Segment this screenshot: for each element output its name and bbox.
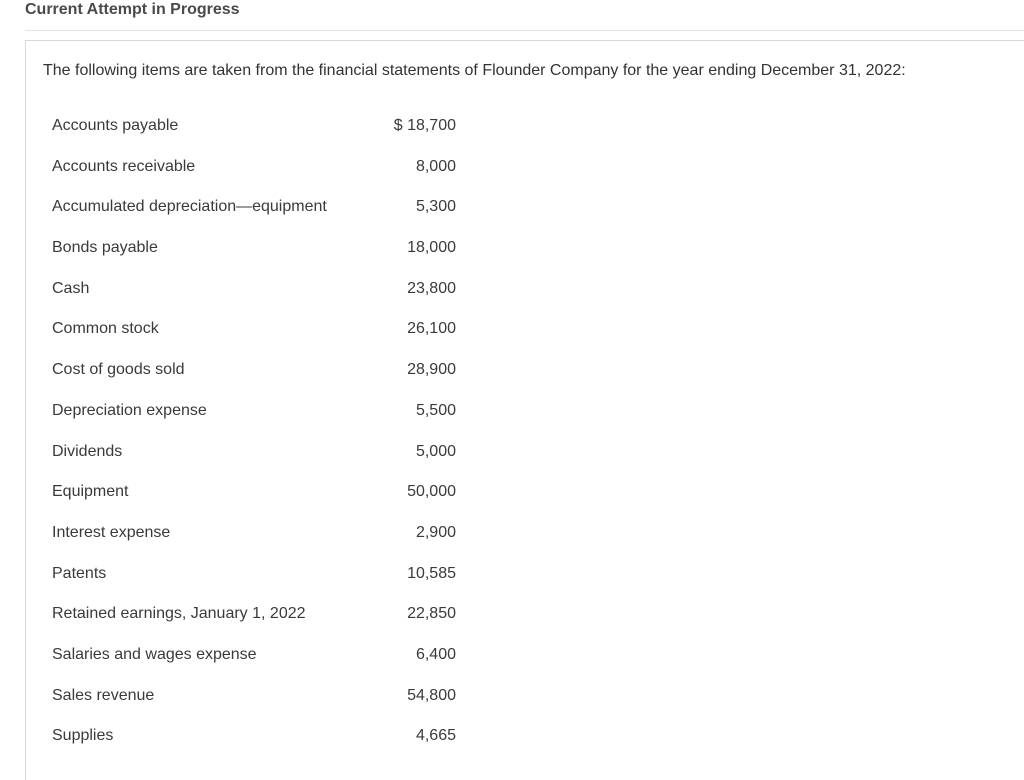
item-amount: 28,900: [407, 361, 456, 379]
financial-items-list: [52, 115, 456, 766]
item-amount: 6,400: [415, 645, 456, 663]
item-label: Patents: [52, 564, 107, 582]
item-amount: 26,100: [407, 320, 456, 338]
item-label: Common stock: [52, 320, 159, 338]
item-label: Sales revenue: [52, 686, 155, 704]
item-row: [52, 318, 456, 359]
item-label: Accounts payable: [52, 117, 179, 134]
item-amount: 5,300: [415, 198, 456, 216]
item-amount: 8,000: [415, 157, 456, 175]
item-amount: 54,800: [407, 686, 456, 704]
item-amount: 5,500: [415, 401, 456, 419]
item-row: [52, 725, 456, 766]
item-label: Dividends: [52, 442, 123, 460]
item-row: [52, 196, 456, 237]
item-amount: 22,850: [407, 605, 456, 623]
item-row: [52, 441, 456, 482]
item-label: Retained earnings, January 1, 2022: [52, 605, 306, 623]
item-label: Accounts receivable: [52, 157, 196, 175]
item-row: [52, 644, 456, 685]
item-row: [52, 359, 456, 400]
item-amount: $ 18,700: [393, 117, 456, 134]
item-row: [52, 156, 456, 197]
item-row: [52, 237, 456, 278]
item-label: Bonds payable: [52, 239, 158, 257]
question-intro: The following items are taken from the financial statements of Flounder Company for the year ending December 31, 2022:: [43, 62, 906, 79]
item-row: [52, 481, 456, 522]
item-row: [52, 115, 456, 156]
item-amount: 23,800: [407, 279, 456, 297]
item-label: Salaries and wages expense: [52, 645, 257, 663]
item-row: [52, 522, 456, 563]
item-amount: 18,000: [407, 239, 456, 257]
attempt-status-title: Current Attempt in Progress: [25, 1, 240, 18]
item-label: Interest expense: [52, 523, 171, 541]
item-amount: 50,000: [407, 483, 456, 501]
item-label: Depreciation expense: [52, 401, 207, 419]
item-label: Cash: [52, 279, 90, 297]
item-amount: 2,900: [415, 523, 456, 541]
item-amount: 4,665: [415, 727, 456, 745]
header-divider: [25, 30, 1024, 31]
item-label: Supplies: [52, 727, 114, 745]
item-row: [52, 563, 456, 604]
item-label: Accumulated depreciation—equipment: [52, 198, 327, 216]
item-row: [52, 400, 456, 441]
item-row: [52, 603, 456, 644]
item-row: [52, 685, 456, 726]
item-amount: 10,585: [407, 564, 456, 582]
item-label: Equipment: [52, 483, 129, 501]
item-label: Cost of goods sold: [52, 361, 185, 379]
item-row: [52, 278, 456, 319]
item-amount: 5,000: [415, 442, 456, 460]
